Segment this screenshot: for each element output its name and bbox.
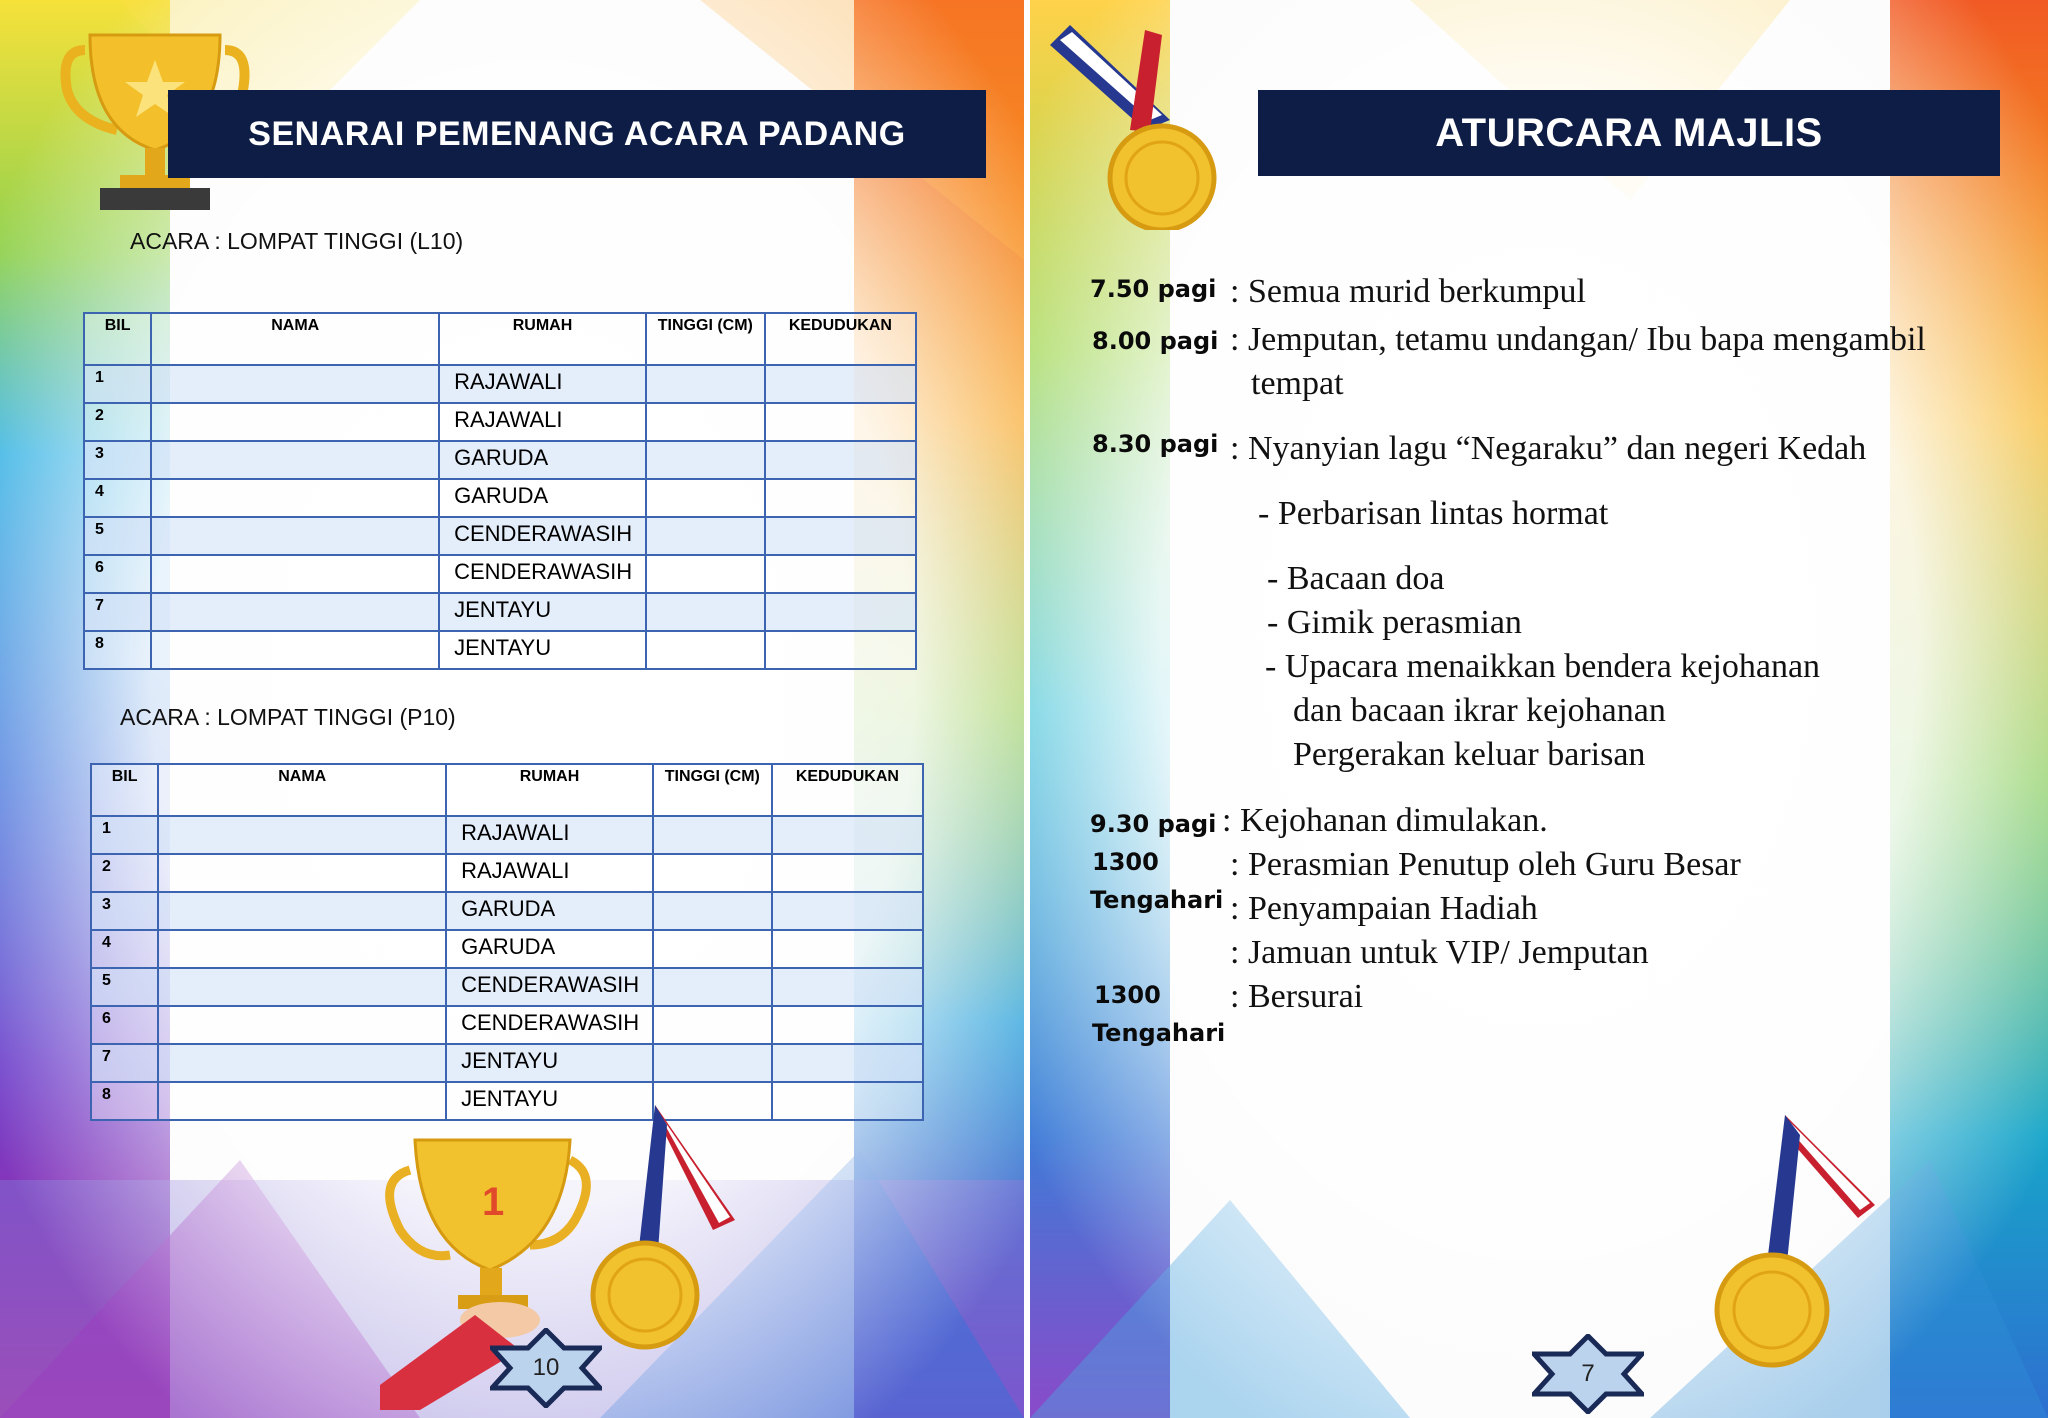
cell-nama[interactable] bbox=[151, 555, 439, 593]
header-kedudukan: KEDUDUKAN bbox=[772, 764, 923, 816]
agenda-line: : Jemputan, tetamu undangan/ Ibu bapa mengambil bbox=[1230, 321, 1926, 358]
cell-tinggi[interactable] bbox=[646, 517, 765, 555]
cell-kedudukan[interactable] bbox=[765, 441, 916, 479]
cell-tinggi[interactable] bbox=[646, 555, 765, 593]
page-title: SENARAI PEMENANG ACARA PADANG bbox=[248, 114, 906, 153]
table-row bbox=[84, 593, 916, 631]
table-row bbox=[91, 892, 923, 930]
cell-bil: 7 bbox=[84, 593, 151, 631]
cell-tinggi[interactable] bbox=[653, 1044, 772, 1082]
cell-tinggi[interactable] bbox=[653, 1006, 772, 1044]
header-tinggi: TINGGI (CM) bbox=[646, 313, 765, 365]
cell-bil: 4 bbox=[84, 479, 151, 517]
results-table bbox=[90, 763, 924, 1121]
cell-rumah: GARUDA bbox=[439, 441, 646, 479]
cell-kedudukan[interactable] bbox=[765, 479, 916, 517]
cell-rumah: GARUDA bbox=[446, 930, 653, 968]
agenda-line: : Bersurai bbox=[1230, 978, 1364, 1015]
cell-rumah: CENDERAWASIH bbox=[439, 517, 646, 555]
cell-bil: 2 bbox=[84, 403, 151, 441]
cell-bil: 4 bbox=[91, 930, 158, 968]
table-row bbox=[91, 1082, 923, 1120]
cell-bil: 5 bbox=[91, 968, 158, 1006]
cell-bil: 6 bbox=[91, 1006, 158, 1044]
cell-nama[interactable] bbox=[158, 968, 446, 1006]
cell-rumah: JENTAYU bbox=[446, 1082, 653, 1120]
cell-nama[interactable] bbox=[151, 593, 439, 631]
cell-nama[interactable] bbox=[158, 816, 446, 854]
agenda-line: : Penyampaian Hadiah bbox=[1230, 890, 1538, 927]
cell-tinggi[interactable] bbox=[646, 593, 765, 631]
agenda-line: Pergerakan keluar barisan bbox=[1293, 736, 1646, 773]
table-row bbox=[84, 479, 916, 517]
cell-nama[interactable] bbox=[151, 631, 439, 669]
cell-rumah: RAJAWALI bbox=[439, 365, 646, 403]
cell-bil: 6 bbox=[84, 555, 151, 593]
cell-rumah: CENDERAWASIH bbox=[446, 968, 653, 1006]
time-label: 8.00 pagi bbox=[1092, 327, 1219, 355]
agenda-line: : Nyanyian lagu “Negaraku” dan negeri Kedah bbox=[1230, 430, 1867, 467]
cell-rumah: RAJAWALI bbox=[439, 403, 646, 441]
cell-tinggi[interactable] bbox=[646, 479, 765, 517]
cell-rumah: JENTAYU bbox=[446, 1044, 653, 1082]
cell-tinggi[interactable] bbox=[646, 403, 765, 441]
agenda-line: : Perasmian Penutup oleh Guru Besar bbox=[1230, 846, 1741, 883]
cell-nama[interactable] bbox=[158, 930, 446, 968]
agenda-line: - Bacaan doa bbox=[1267, 560, 1445, 597]
table-row bbox=[91, 1006, 923, 1044]
cell-tinggi[interactable] bbox=[653, 930, 772, 968]
cell-nama[interactable] bbox=[158, 892, 446, 930]
header-rumah: RUMAH bbox=[439, 313, 646, 365]
cell-kedudukan[interactable] bbox=[765, 403, 916, 441]
cell-nama[interactable] bbox=[158, 1006, 446, 1044]
agenda-line: - Upacara menaikkan bendera kejohanan bbox=[1265, 648, 1821, 685]
cell-kedudukan[interactable] bbox=[772, 930, 923, 968]
cell-bil: 8 bbox=[84, 631, 151, 669]
page-title-banner bbox=[1258, 90, 2000, 176]
table-row bbox=[84, 441, 916, 479]
medal-icon bbox=[1050, 20, 1240, 230]
table-row bbox=[91, 1044, 923, 1082]
cell-kedudukan[interactable] bbox=[765, 517, 916, 555]
results-table bbox=[83, 312, 917, 670]
medal-icon bbox=[1690, 1110, 1890, 1380]
cell-rumah: CENDERAWASIH bbox=[446, 1006, 653, 1044]
cell-tinggi[interactable] bbox=[646, 441, 765, 479]
agenda-line: : Jamuan untuk VIP/ Jemputan bbox=[1230, 934, 1649, 971]
cell-rumah: JENTAYU bbox=[439, 631, 646, 669]
table-row bbox=[91, 816, 923, 854]
cell-kedudukan[interactable] bbox=[765, 365, 916, 403]
agenda-line: dan bacaan ikrar kejohanan bbox=[1293, 692, 1666, 729]
cell-kedudukan[interactable] bbox=[772, 1082, 923, 1120]
table-row bbox=[84, 403, 916, 441]
table-row bbox=[84, 517, 916, 555]
page-title: ATURCARA MAJLIS bbox=[1435, 110, 1823, 155]
cell-rumah: CENDERAWASIH bbox=[439, 555, 646, 593]
agenda-line: - Perbarisan lintas hormat bbox=[1258, 495, 1609, 532]
agenda-line: : Kejohanan dimulakan. bbox=[1222, 802, 1548, 839]
cell-kedudukan[interactable] bbox=[772, 1044, 923, 1082]
table-row bbox=[91, 930, 923, 968]
cell-tinggi[interactable] bbox=[653, 968, 772, 1006]
table-row bbox=[91, 968, 923, 1006]
event-title: ACARA : LOMPAT TINGGI (P10) bbox=[120, 704, 456, 730]
header-kedudukan: KEDUDUKAN bbox=[765, 313, 916, 365]
cell-tinggi[interactable] bbox=[653, 892, 772, 930]
cell-tinggi[interactable] bbox=[653, 816, 772, 854]
cell-tinggi[interactable] bbox=[646, 631, 765, 669]
cell-bil: 8 bbox=[91, 1082, 158, 1120]
right-page bbox=[1030, 0, 2048, 1418]
page-number: 7 bbox=[1581, 1360, 1595, 1387]
header-bil: BIL bbox=[91, 764, 158, 816]
cell-nama[interactable] bbox=[151, 479, 439, 517]
header-rumah: RUMAH bbox=[446, 764, 653, 816]
cell-nama[interactable] bbox=[151, 365, 439, 403]
cell-nama[interactable] bbox=[158, 1082, 446, 1120]
agenda-line: - Gimik perasmian bbox=[1267, 604, 1522, 641]
time-label: Tengahari bbox=[1092, 1019, 1226, 1047]
table-row bbox=[84, 631, 916, 669]
cell-kedudukan[interactable] bbox=[772, 1006, 923, 1044]
time-label: 8.30 pagi bbox=[1092, 430, 1219, 458]
event-title: ACARA : LOMPAT TINGGI (L10) bbox=[130, 228, 464, 254]
time-label: 1300 bbox=[1092, 848, 1159, 876]
cell-kedudukan[interactable] bbox=[765, 555, 916, 593]
cell-kedudukan[interactable] bbox=[772, 968, 923, 1006]
cell-tinggi[interactable] bbox=[646, 365, 765, 403]
cell-rumah: RAJAWALI bbox=[446, 816, 653, 854]
time-label: 1300 bbox=[1094, 981, 1161, 1009]
trophy-label: 1 bbox=[482, 1180, 505, 1224]
cell-tinggi[interactable] bbox=[653, 854, 772, 892]
header-nama: NAMA bbox=[158, 764, 446, 816]
cell-nama[interactable] bbox=[151, 517, 439, 555]
cell-kedudukan[interactable] bbox=[772, 816, 923, 854]
cell-kedudukan[interactable] bbox=[765, 631, 916, 669]
cell-bil: 2 bbox=[91, 854, 158, 892]
cell-kedudukan[interactable] bbox=[772, 854, 923, 892]
page-title-banner bbox=[168, 90, 986, 178]
agenda-line: : Semua murid berkumpul bbox=[1230, 273, 1587, 310]
medal-icon bbox=[585, 1105, 755, 1355]
agenda-line: tempat bbox=[1251, 365, 1344, 402]
table-row bbox=[84, 365, 916, 403]
header-nama: NAMA bbox=[151, 313, 439, 365]
table-header-row bbox=[91, 764, 923, 816]
cell-nama[interactable] bbox=[158, 1044, 446, 1082]
cell-bil: 3 bbox=[91, 892, 158, 930]
cell-bil: 3 bbox=[84, 441, 151, 479]
header-bil: BIL bbox=[84, 313, 151, 365]
cell-bil: 1 bbox=[84, 365, 151, 403]
cell-rumah: GARUDA bbox=[446, 892, 653, 930]
cell-nama[interactable] bbox=[151, 403, 439, 441]
cell-bil: 7 bbox=[91, 1044, 158, 1082]
cell-kedudukan[interactable] bbox=[772, 892, 923, 930]
cell-bil: 1 bbox=[91, 816, 158, 854]
table-row bbox=[91, 854, 923, 892]
cell-rumah: GARUDA bbox=[439, 479, 646, 517]
page-number: 10 bbox=[532, 1354, 560, 1381]
cell-rumah: RAJAWALI bbox=[446, 854, 653, 892]
time-label: Tengahari bbox=[1090, 886, 1224, 914]
cell-nama[interactable] bbox=[158, 854, 446, 892]
cell-nama[interactable] bbox=[151, 441, 439, 479]
time-label: 9.30 pagi bbox=[1090, 810, 1217, 838]
cell-rumah: JENTAYU bbox=[439, 593, 646, 631]
table-header-row bbox=[84, 313, 916, 365]
cell-kedudukan[interactable] bbox=[765, 593, 916, 631]
table-row bbox=[84, 555, 916, 593]
header-tinggi: TINGGI (CM) bbox=[653, 764, 772, 816]
time-label: 7.50 pagi bbox=[1090, 275, 1217, 303]
cell-bil: 5 bbox=[84, 517, 151, 555]
